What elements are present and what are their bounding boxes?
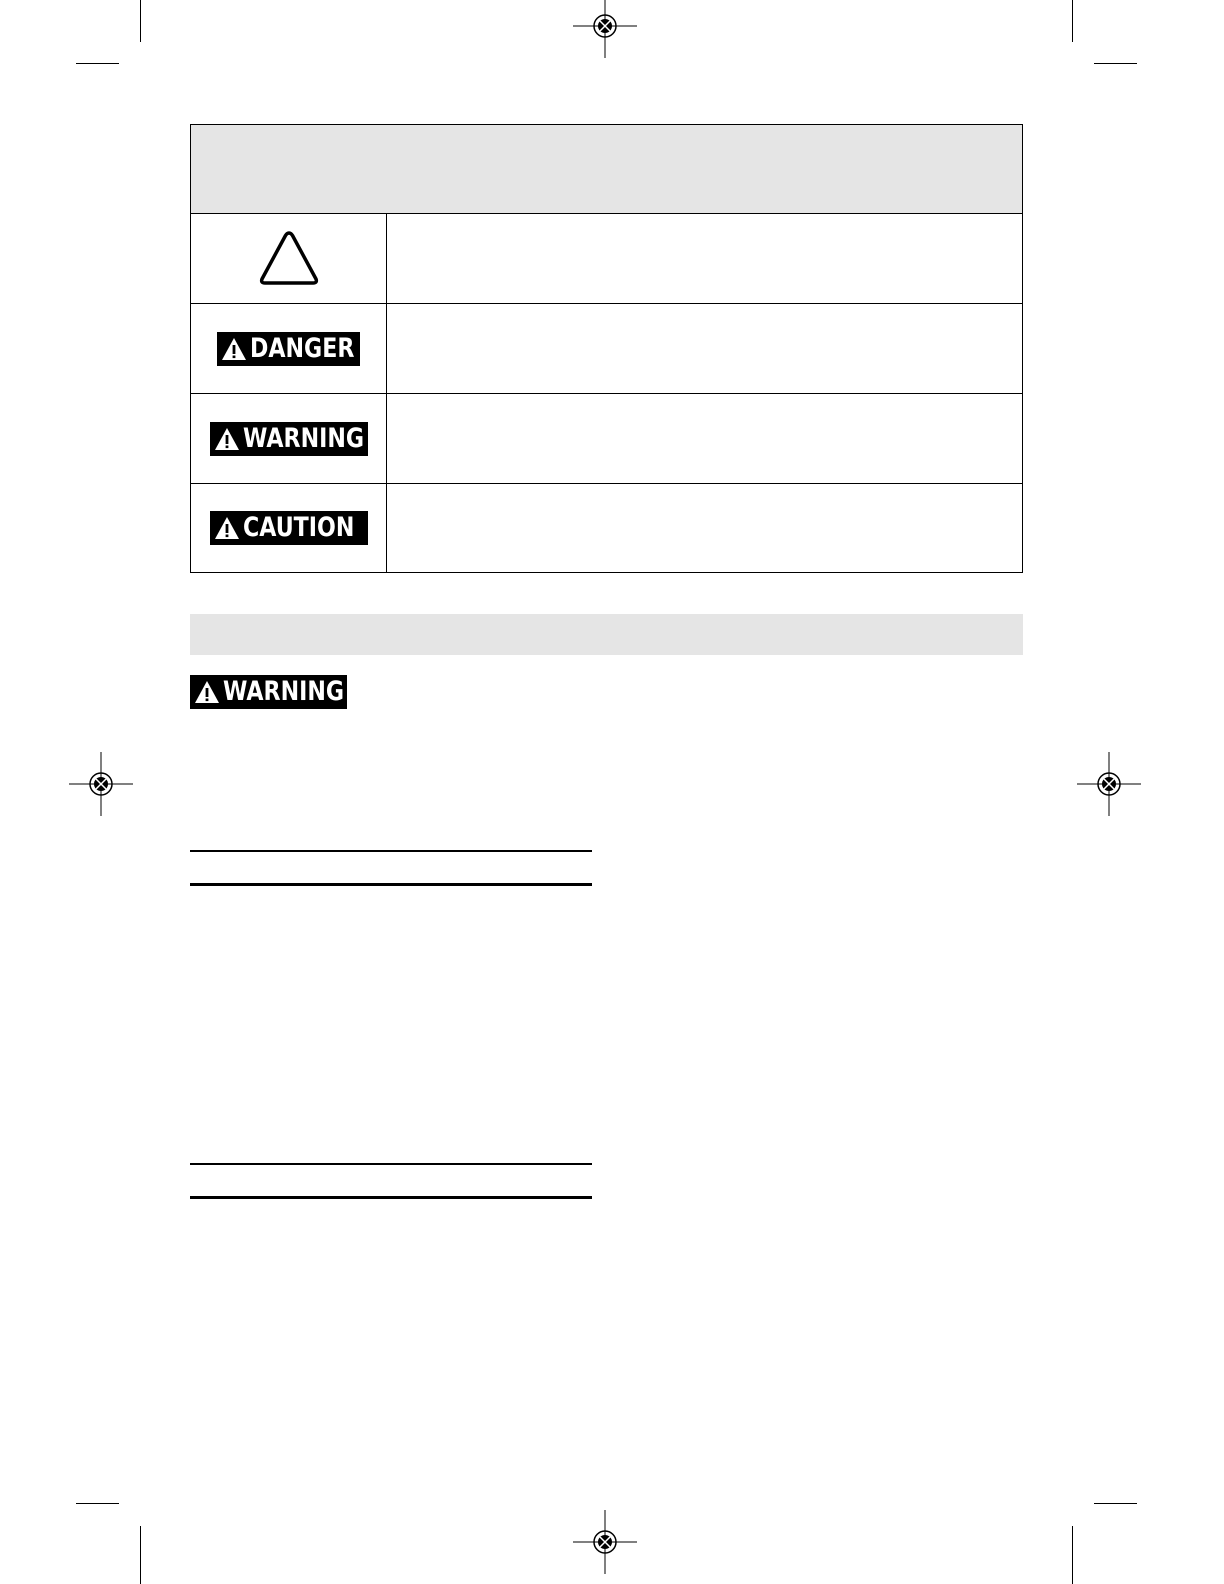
signal-word: WARNING [242, 422, 364, 454]
crop-mark [140, 1526, 141, 1584]
symbol-cell [191, 484, 387, 572]
symbol-cell [191, 394, 387, 483]
table-row [191, 304, 1022, 394]
subheading-rule [190, 850, 592, 852]
warning-triangle-icon [221, 337, 247, 361]
registration-mark-icon [1077, 752, 1141, 816]
subheading-rule [190, 1196, 592, 1199]
crop-mark [1072, 0, 1073, 42]
warning-label [210, 422, 368, 456]
crop-mark [76, 63, 119, 64]
description-cell [387, 394, 1022, 483]
signal-word: CAUTION [242, 512, 354, 543]
description-cell [387, 304, 1022, 393]
subheading-rule [190, 1163, 592, 1165]
warning-triangle-icon [214, 427, 240, 451]
registration-mark-icon [69, 752, 133, 816]
crop-mark [140, 0, 141, 42]
warning-triangle-icon [214, 516, 240, 540]
table-row [191, 214, 1022, 304]
table-row [191, 484, 1022, 572]
signal-word: DANGER [250, 332, 355, 364]
warning-label [190, 675, 347, 709]
crop-mark [1072, 1526, 1073, 1584]
table-header [191, 125, 1022, 214]
crop-mark [1094, 63, 1137, 64]
symbol-cell [191, 304, 387, 393]
subheading-rule [190, 883, 592, 886]
warning-triangle-icon [194, 680, 220, 704]
signal-word: WARNING [223, 676, 345, 707]
crop-mark [1094, 1503, 1137, 1504]
crop-mark [76, 1503, 119, 1504]
registration-mark-icon [573, 1510, 637, 1574]
description-cell [387, 484, 1022, 572]
section-header-bar [190, 614, 1023, 655]
description-cell [387, 214, 1022, 303]
danger-label [217, 332, 360, 366]
safety-symbols-table [190, 124, 1023, 573]
registration-mark-icon [573, 0, 637, 58]
safety-alert-triangle-icon [258, 229, 320, 289]
table-row [191, 394, 1022, 484]
symbol-cell [191, 214, 387, 303]
caution-label [210, 511, 368, 545]
